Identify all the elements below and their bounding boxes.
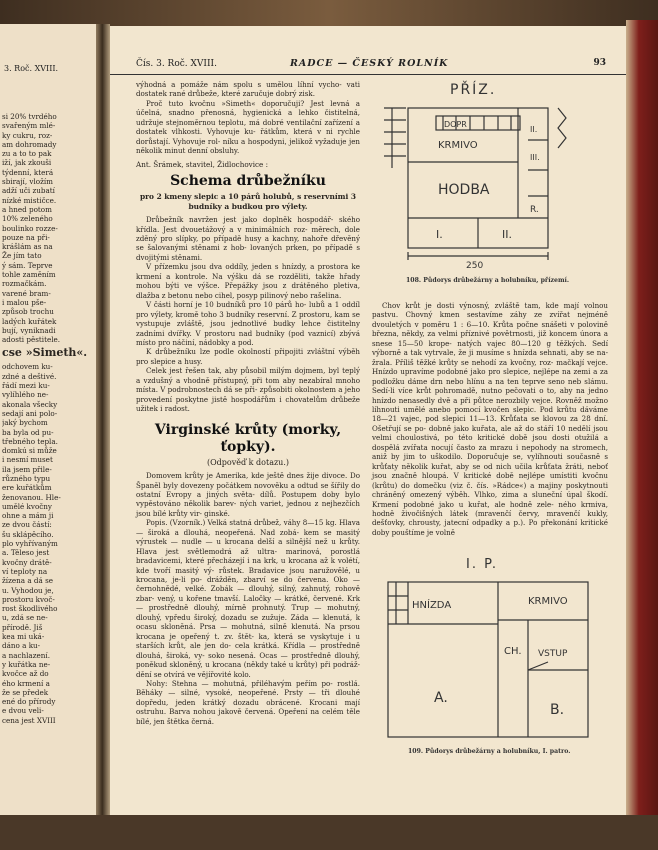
paragraph: Popis. (Vzorník.) Velká statná drůbež, váhy 8—15 kg. Hlava — široká a dlouhá, neopeřená. Nad zobá- kem se masitý výrustek — nudle — u krocana delší a silnější než u krůty. Hlava jest světlemodrá až ultra- marinová, porostlá bradavicemi, které přecházejí i na krk, u krocana až k volétí, kde tvoří masitý vý- růstek. Bradavice jsou naružovělé, u krocana, je-li po- drážděn, zbarví se do červena. Oko — černohnědé, velké. Zobák — dlouhý, silný, zahnutý, rohově zbar- vený, u kořene tmavší. Laločky — krátké, červené. Krk — prostředně dlouhý, mírně prohnutý. Trup — mohutný, dlouhý, vpředu široký, dozadu se zužuje. Záda — klenutá, k ocasu skloněná. Prsa — mohutná, silně klenutá. Na prsou krocana je opeřený t. zv. štět- ka, která se vyskytuje i u starších krůt, ale jen do- cela krátká. Křídla — prostředně dlouhá, široká, vy- soko nesená. Ocas — prostředně dlouhý, poněkud skloněný, u krocana (někdy také u krůty) při podráž- dění se otvírá ve vějířovité kolo. [136,518,360,679]
left-page-line: varené bram- [2,288,51,298]
plan-title: I. P. [466,557,499,572]
plan-label: II. [502,228,512,241]
left-page-column [2,112,94,725]
left-page-line: sbirají, vložím [2,177,53,187]
plan-label: HNÍZDA [412,600,452,611]
left-page-line: i nesmí muset [2,455,53,465]
plan-label: CH. [504,646,522,657]
left-page-line: umělé kvočny [2,501,52,511]
paragraph: Proč tuto kvočnu »Simeth« doporučuji? Jest levná a účelná, snadno přenosná, hygienická a lehko čistitelná, udržuje stejnoměrnou teplotu, má dobré ventilační zařízení a dostatek vlhkosti. Vyhovuje ku- řátkům, která v ni rychle dorůstají. Vyhovuje rol- níku a hospodyni, jelikož vyžaduje jen několik minut denní obsluhy. [136,98,360,156]
left-page-line: ého krmení a [2,678,50,688]
article-subtitle: pro 2 kmeny slepic a 10 párů holubů, s reservními 3 budníky a budkou pro výlety. [140,192,356,211]
left-page-line: e dvou veli- [2,706,44,716]
left-page-text-top [2,112,94,344]
paragraph: Chov krůt je dosti výnosný, zvláště tam, kde mají volnou pastvu. Chovný kmen sestavíme záhy ze zvířat nejméně dvouletých v poměru 1 : 6—10. Krůta počne snášeti v polovině března, někdy, za velmi příznivé povětrnosti, již koncem února a snese 15—50 krope- natých vajec 80—120 g těžkých. Sedí výborně a tak vytrvale, že ji musíme s hnízda sehnati, aby se na- žrala. Příliš těžké krůty se nehodí za kvočny, roz- mačkají vejce. Hnízdo upravíme podobné jako pro slepice, nejlépe na zemi a za podložku dáme drn nebo hlínu a na ten teprve seno neb slámu. Sedí-li více krůt pohromadě, nutno pečovati o to, aby na jedno hnízdo nenasedly dvě a při půtce nerozbily vejce. Rovněž možno líhnouti umělé anebo pomocí kvočen slepic. Pod krůtu dáváme 18—21 vajec, pod slepici 11—13. Krůťata se klovou za 28 dní. Ošetřují se po- dobně jako kuřata, ale až do stáří 10 nedělí jsou velmi choulostivá, po této kritické době jsou dosti otužilá a dospělá zvířata nocují často za mrazu i nepohody na stromech, aniž by jim to uškodilo. Doporučuje se, vylíhnouti současně s krůťaty několik kuřat, aby se od nich učila krůťata žráti, neboť jsou značně hloupá. V kritické době nejlépe umístiti kvočnu (krůtu) do domečku (viz č. čís. »Rádce«) a majiny poskytnouti chráněný omezený výběh. Vlhko, zima a sluneční úpal škodí. Krmení podobné jako u kuřat, ale hodně zele- ného krmiva, hodně živočišných látek (mravenčí červy, mravenčí kukly, dešťovky, chrousty, jatecní odpadky a p.). Po překonání kritické doby pouštíme je volně [372,301,608,537]
left-page-line: y kuřátka ne- [2,659,51,669]
paragraph: Drůbežník navržen jest jako doplněk hospodář- ského křídla. Jest dvouetážový a v minimálních roz- měrech, dole zděný pro slípky, po případě husy a kachny, nahoře dřevěný se šalovanými stěnami z hob- lovaných prken, po případě s dvojitými stěnami. [136,215,360,262]
left-column [136,80,360,726]
plan-label: I. [436,228,443,241]
running-header [110,56,626,75]
floor-plan-ground [378,78,610,276]
left-page-line: si 20% tvrdého [2,112,57,121]
left-page-line: a. Těleso jest [2,548,50,558]
left-page-line: a hned potom [2,204,52,214]
floor-plan-first-floor [378,552,610,742]
left-page-line: nízké mističce. [2,195,57,205]
article-title: Virginské krůty (morky, ťopky). [154,421,342,455]
left-page-line: zu a to to pak [2,149,52,159]
left-page-line: ené do přírody [2,697,56,707]
left-page-line: řádí mezi ku- [2,381,50,391]
plan-label: II. [530,125,538,134]
left-page-line: přírodě. Jiš [2,622,43,632]
paragraph: Domovem krůty je Amerika, kde ještě dnes žije divoce. Do Španěl byly dovezeny počátkem novověku a odtud se šířily do ostatní Evropy a jiných světa- dílů. Postupem doby bylo vypěstováno několik barev- ných variet, jednou z nejhezčích jsou bílé krůty vir- ginské. [136,471,360,518]
left-page-line: ky cukru, roz- [2,130,53,140]
left-page-line: zdné a deštivé. [2,371,57,381]
main-page [110,26,626,816]
left-page-line: Že jím tato [2,251,42,261]
left-page-line: šu sklápěcího. [2,529,54,539]
left-page-line: ohne a mám ji [2,511,54,521]
plan-label: R. [530,205,539,215]
left-page-line: jaký bychom [2,418,48,428]
right-column [372,301,608,537]
plan-title: PŘÍZ. [450,82,497,98]
left-page-line: rozmačkám. [2,279,47,289]
left-page-line: u, zdá se ne- [2,613,48,623]
left-page-line: am dohromady [2,139,57,149]
left-page-line: domkú si může [2,446,57,456]
paragraph: Celek jest řešen tak, aby působil milým dojmem, byl teplý a vzdušný a vhodně přístupný, při tom aby nezabíral mnoho místa. V podrobnostech dá se při- způsobiti okolnostem a jeho provedení poskytne jistě hospodářům i chovatelům drůbeže užitek i radost. [136,366,360,414]
left-page-line: ba byla od pu- [2,427,54,437]
scan-bottom-edge [0,815,658,850]
left-page-line: ere kuřátkům [2,483,52,493]
figure-caption: 108. Půdorys drůbežárny a holubníku, přízemí. [406,277,570,284]
plan-label: KRMIVO [528,596,568,607]
plan-label: DOPR [444,120,467,129]
left-page-line: i malou pše- [2,297,47,307]
article-title: Schema drůbežníku [170,173,326,190]
plan-dimension: 250 [466,261,484,271]
left-page-line: kvočce až do [2,669,49,679]
left-page-line: adží uči zubatí [2,186,55,196]
book-cover-edge [626,20,658,850]
left-page-line: sedají ani polo- [2,408,58,418]
left-page-line: u. Vyhodou je, [2,585,54,595]
left-page-line: ze dvou částí: [2,520,52,530]
left-page-line: ví teploty na [2,566,48,576]
left-page-line: prostoru kvoč- [2,594,55,604]
left-page-line: že se předek [2,687,49,697]
left-page-heading: cse »Simeth«. [2,346,88,360]
header-issue: Čís. 3. Roč. XVIII. [136,59,217,69]
left-page-line: ženovanou. Hle- [2,492,61,502]
left-page-line: ý sám. Teprve [2,260,53,270]
plan-label: HODBA [438,182,490,198]
left-page-line: bují, vyniknadi [2,325,56,335]
plan-label: B. [550,702,565,718]
paragraph: výhodná a pomáže nám spolu s umělou líhní vycho- vati dostatek rané drůbeže, které zaručuje dobrý zisk. [136,80,360,99]
left-page-line: akonala všecky [2,399,58,409]
left-page-line: žízena a dá se [2,576,54,586]
header-title: RADCE — ČESKÝ ROLNÍK [290,58,449,69]
plan-label: III. [530,153,540,162]
article-subtitle: (Odpověď k dotazu.) [207,457,289,467]
book-gutter [96,24,110,844]
author-line: Ant. Šrámek, stavitel, Židlochovice : [136,159,268,169]
left-page [0,24,96,844]
paragraph: K drůbežníku lze podle okolností připojiti zvláštní výběh pro slepice a husy. [136,347,360,366]
left-page-line: a nachlazení. [2,650,50,660]
left-page-line: tohle zaměním [2,270,56,280]
paragraph: Nohy: Stehna — mohutná, přiléhavým peřím po- rostlá. Běháky — silné, vysoké, neopeřené. Prsty — tři dlouhé dopředu, jeden krátký dozadu obrácené. Krocani mají ostruhu. Barva nohou jakově červená. Opeření na celém těle bílé, jen štětka černá. [136,679,360,726]
left-page-line: krášlám as na [2,242,53,252]
left-page-line: kea mi uká- [2,632,45,642]
left-page-line: svařeným mlé- [2,121,56,131]
left-page-line: plo vyhřívaným [2,539,58,549]
left-page-line: iží, jak zkouši [2,158,52,168]
left-page-line: 10% zeleného [2,214,53,224]
left-page-header: 3. Roč. XVIII. [4,64,59,73]
left-page-line: ladých kuřátek [2,316,57,326]
left-page-line: způsob trochu [2,307,54,317]
left-page-line: vylíhlého ne- [2,390,49,400]
left-page-line: cena jest XVIII [2,715,56,725]
figure-caption: 109. Půdorys drůbežárny a holubníku, I. patro. [408,748,571,755]
left-page-line: odchovem ku- [2,362,53,372]
left-page-line: různého typu [2,473,51,483]
left-page-line: třebného tepla. [2,436,58,446]
page-number: 93 [593,58,606,68]
left-page-text-bottom [2,362,94,725]
left-page-line: ila jsem přile- [2,464,52,474]
plan-label: KRMIVO [438,140,478,151]
left-page-line: dáno a ku- [2,641,41,651]
left-page-line: kvočny drátě- [2,557,52,567]
left-page-line: boulinko rozze- [2,223,58,233]
left-page-line: adosti pěstitele. [2,335,61,345]
plan-label: A. [434,690,448,706]
left-page-line: týdenní, která [2,167,54,177]
paragraph: V části horní je 10 budníků pro 10 párů ho- lubů a 1 oddíl pro výlety, kromě toho 3 budníky reservní. Z prostoru, kam se vystupuje zvláště, jsou jednotlivé budky lehce čistitelny zadními dvířky. V prostoru nad budníky (pod vaznicí) zbývá místo pro náčiní, nádobky a pod. [136,300,360,347]
left-page-line: pouze na při- [2,232,50,242]
plan-label: VSTUP [538,649,568,659]
paragraph: V přízemku jsou dva oddíly, jeden s hnízdy, a prostora ke krmení a kontrole. Na výšku dá se rozděliti, takže hřady mohou býti ve výšce. Přepážky jsou z drátěného pletiva, dlažba z betonu nebo cihel, posyp pilinový nebo rašelina. [136,262,360,300]
left-page-line: rost škodlivého [2,604,58,614]
